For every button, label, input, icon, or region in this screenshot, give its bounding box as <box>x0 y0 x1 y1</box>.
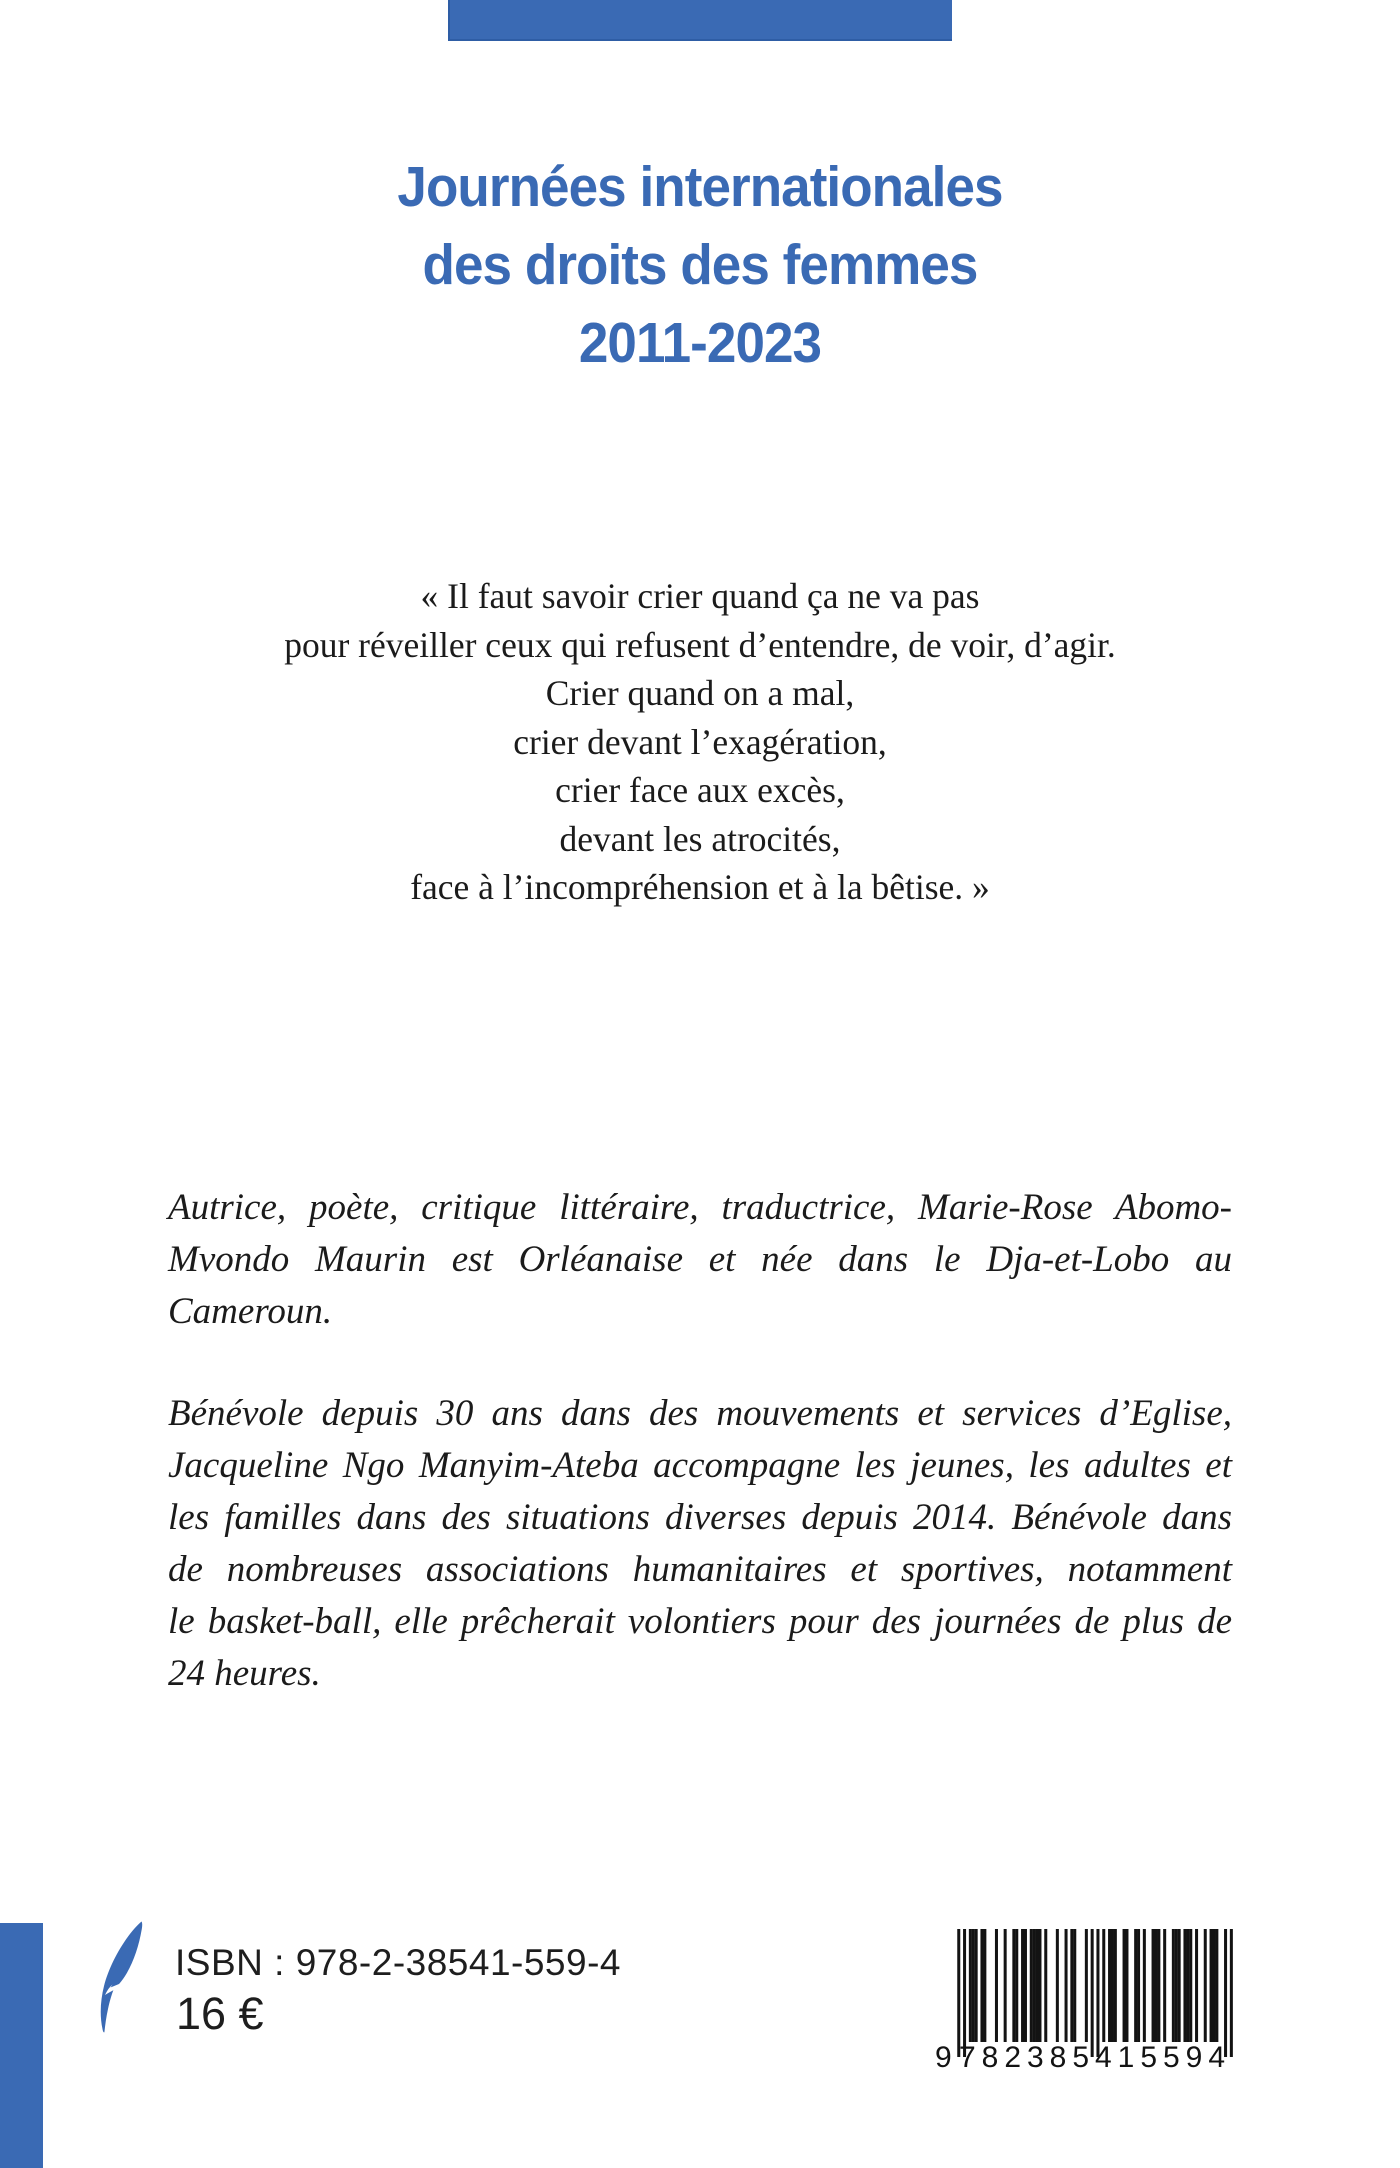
quote-line: crier face aux excès, <box>555 770 845 810</box>
bio-line: Cameroun. <box>168 1291 333 1332</box>
barcode-bars <box>957 1929 1233 2057</box>
quote-line: devant les atrocités, <box>559 818 841 859</box>
quote-line: face à l’incompréhension et à la bêtise. » <box>410 867 990 907</box>
bio-line: les familles dans des situations diverses depuis 2014. Bénévole dans <box>168 1497 1232 1538</box>
author-bio-marie-rose <box>168 1182 1232 1338</box>
bio-line: Autrice, poète, critique littéraire, traductrice, Marie-Rose Abomo- <box>168 1187 1232 1228</box>
barcode <box>935 1929 1255 2079</box>
bio-line: Jacqueline Ngo Manyim-Ateba accompagne les jeunes, les adultes et <box>168 1445 1232 1486</box>
epigraph-quote <box>0 572 1400 912</box>
bio-line: Bénévole depuis 30 ans dans des mouvements et services d’Eglise, <box>168 1393 1232 1434</box>
isbn-text: ISBN : 978-2-38541-559-4 <box>175 1942 621 1983</box>
author-bio-jacqueline <box>168 1388 1232 1700</box>
quote-line: Crier quand on a mal, <box>545 673 855 713</box>
title-line: 2011-2023 <box>578 311 822 375</box>
bio-line: Mvondo Maurin est Orléanaise et née dans le Dja-et-Lobo au <box>168 1239 1232 1280</box>
title-line: Journées internationales <box>397 155 1003 219</box>
barcode-digits-left: 782385 <box>958 2041 1096 2074</box>
bio-line: 24 heures. <box>168 1653 321 1694</box>
publisher-quill-icon <box>93 1920 155 2034</box>
price-text: 16 € <box>176 1988 264 2039</box>
bio-line: de nombreuses associations humanitaires et sportives, notamment <box>168 1549 1232 1590</box>
bio-line: le basket-ball, elle prêcherait volontiers pour des journées de plus de <box>168 1601 1232 1642</box>
quote-line: pour réveiller ceux qui refusent d’entendre, de voir, d’agir. <box>284 624 1116 665</box>
quote-line: « Il faut savoir crier quand ça ne va pas <box>420 576 980 616</box>
title-line: des droits des femmes <box>422 233 978 297</box>
quote-line: crier devant l’exagération, <box>513 721 887 762</box>
spine-accent-bar <box>0 1923 43 2168</box>
barcode-digit-lead: 9 <box>935 2041 952 2074</box>
top-banner <box>448 0 952 41</box>
barcode-digits-right: 415594 <box>1094 2041 1232 2074</box>
book-title <box>0 148 1400 382</box>
